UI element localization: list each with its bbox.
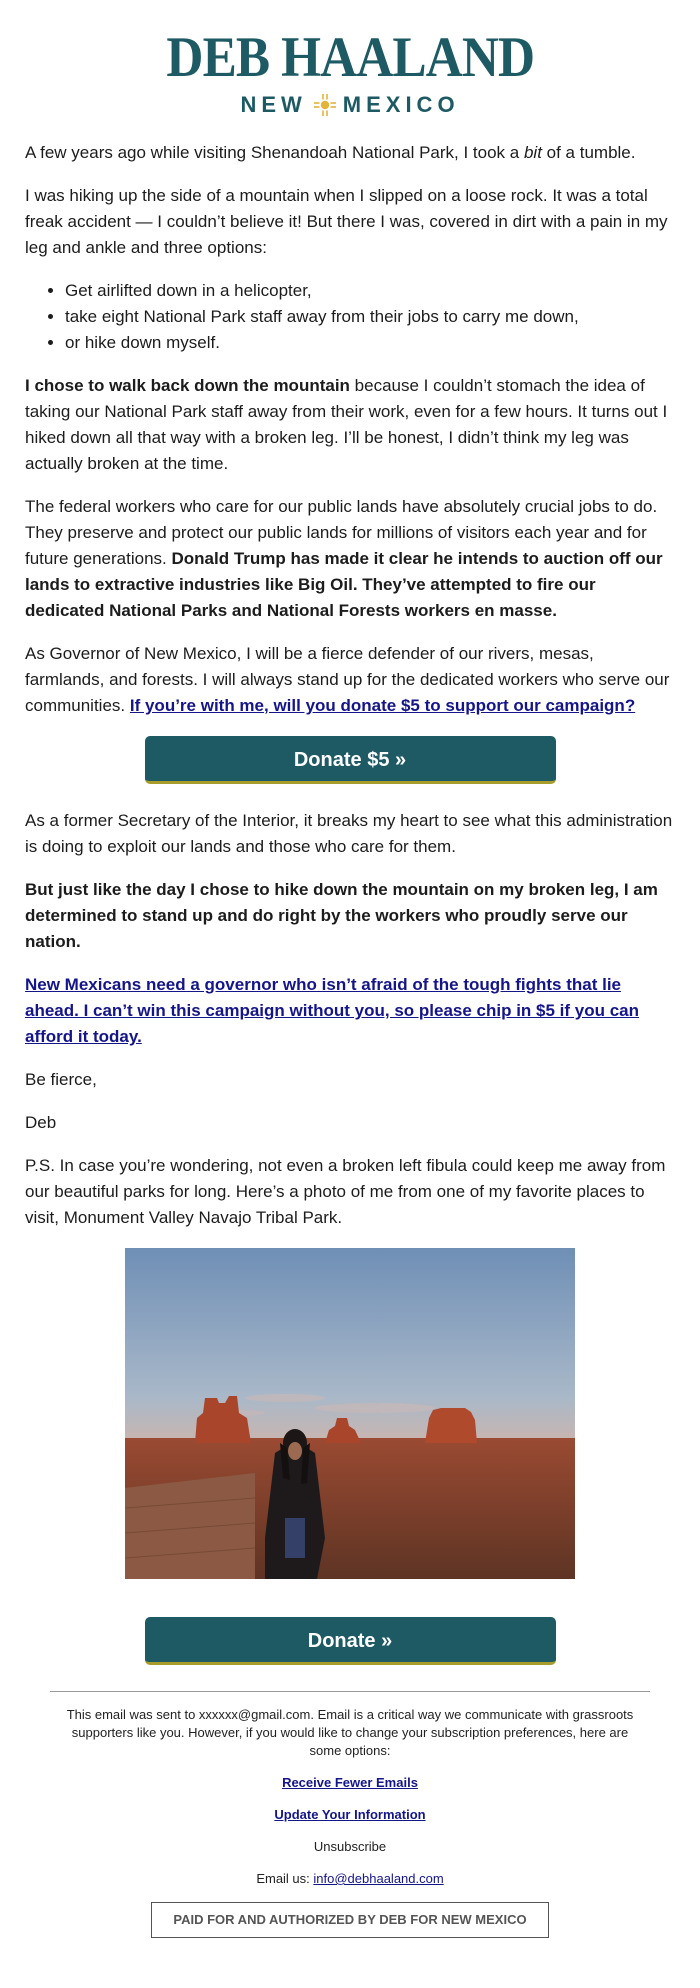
list-item: • or hike down myself. bbox=[65, 330, 675, 356]
list-item: • Get airlifted down in a helicopter, bbox=[65, 278, 675, 304]
email-header bbox=[0, 0, 700, 140]
options-list bbox=[25, 278, 675, 356]
footer-email-us: Email us: info@debhaaland.com bbox=[256, 1871, 444, 1886]
receive-fewer-emails-link[interactable]: Receive Fewer Emails bbox=[282, 1775, 418, 1790]
paragraph-walk-down: I chose to walk back down the mountain because I couldn’t stomach the idea of taking our National Park staff away from their work, even for a few hours. It turns out I hiked down all that way with a broken leg. I’ll be honest, I didn’t think my leg was actually broken at the time. bbox=[25, 376, 668, 473]
paragraph-former-secretary: As a former Secretary of the Interior, it breaks my heart to see what this administration is doing to exploit our lands and those who care for them. bbox=[25, 811, 673, 856]
paragraph-chip-in bbox=[25, 972, 675, 1050]
paragraph-determined: But just like the day I chose to hike down the mountain on my broken leg, I am determined to stand up and do right by the workers who proudly serve our nation. bbox=[25, 880, 658, 951]
update-information-link[interactable]: Update Your Information bbox=[274, 1807, 426, 1822]
email-body bbox=[0, 140, 700, 1231]
paragraph-accident: I was hiking up the side of a mountain when I slipped on a loose rock. It was a total freak accident — I couldn’t believe it! But there I was, covered in dirt with a pain in my leg and ankle and three options: bbox=[25, 186, 668, 257]
chip-in-link[interactable]: New Mexicans need a governor who isn’t afraid of the tough fights that lie ahead. I can’t win this campaign without you, so please chip in $5 if you can afford it today. bbox=[25, 975, 640, 1046]
footer-fewer-emails bbox=[60, 1774, 640, 1792]
logo-state-new: NEW bbox=[240, 92, 307, 117]
paragraph-governor: As Governor of New Mexico, I will be a fierce defender of our rivers, mesas, farmlands, and forests. I will always stand up for the dedicated workers who serve our communities. If you’re with me, will you donate $5 to support our campaign? bbox=[25, 644, 670, 715]
paragraph-intro: A few years ago while visiting Shenandoah National Park, I took a bit of a tumble. bbox=[25, 143, 636, 162]
postscript: P.S. In case you’re wondering, not even a broken left fibula could keep me away from our beautiful parks for long. Here’s a photo of me from one of my favorite places to visit, Monument Valley Navajo Tribal Park. bbox=[25, 1156, 666, 1227]
signature: Deb bbox=[25, 1113, 57, 1132]
donate-5-button-wrap bbox=[25, 736, 675, 784]
footer-notice: This email was sent to xxxxxx@gmail.com. Email is a critical way we communicate with grassroots supporters like you. However, if you would like to change your subscription preferences, here are some options: bbox=[66, 1707, 634, 1758]
donate-5-button[interactable]: Donate $5 » bbox=[145, 736, 556, 784]
list-item: • take eight National Park staff away from their jobs to carry me down, bbox=[65, 304, 675, 330]
logo-state bbox=[0, 92, 700, 118]
footer-update-info bbox=[60, 1806, 640, 1824]
footer-unsubscribe bbox=[60, 1838, 640, 1856]
monument-valley-photo[interactable] bbox=[125, 1248, 575, 1579]
email-footer bbox=[0, 1692, 700, 1938]
paid-for-disclaimer: PAID FOR AND AUTHORIZED BY DEB FOR NEW MEXICO bbox=[151, 1902, 549, 1938]
signoff: Be fierce, bbox=[25, 1070, 97, 1089]
paragraph-federal-workers: The federal workers who care for our public lands have absolutely crucial jobs to do. They preserve and protect our public lands for millions of visitors each year and for future generations. Donald Trump has made it clear he intends to auction off our lands to extractive industries like Big Oil. They’ve attempted to fire our dedicated National Parks and National Forests workers en masse. bbox=[25, 497, 663, 620]
logo-state-mexico: MEXICO bbox=[342, 92, 460, 117]
email-address-link[interactable]: info@debhaaland.com bbox=[313, 1871, 444, 1886]
donate-5-link[interactable]: If you’re with me, will you donate $5 to support our campaign? bbox=[129, 696, 636, 715]
zia-sun-icon bbox=[313, 93, 337, 117]
logo-name: DEB HAALAND bbox=[166, 26, 534, 89]
donate-button-wrap bbox=[0, 1617, 700, 1665]
donate-button[interactable]: Donate » bbox=[145, 1617, 556, 1665]
unsubscribe-link[interactable]: Unsubscribe bbox=[313, 1839, 387, 1854]
